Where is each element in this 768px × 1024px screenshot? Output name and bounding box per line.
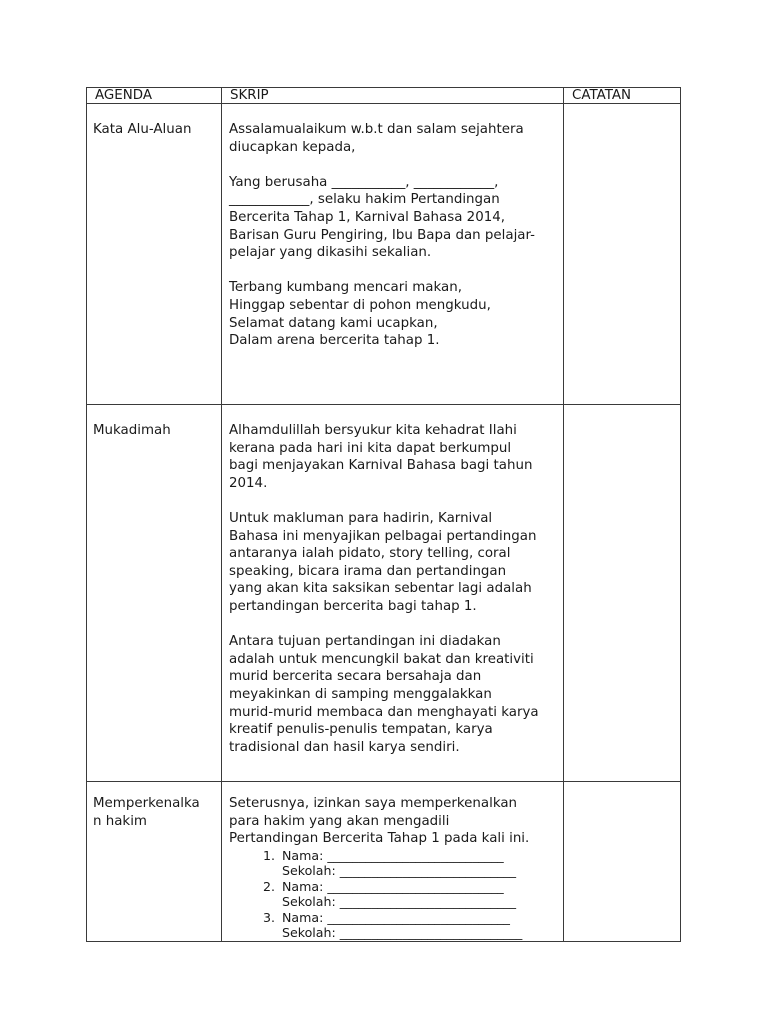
list-item: Sekolah: _____________________________: [282, 925, 523, 941]
paragraph: Alhamdulillah bersyukur kita kehadrat Ilahi kerana pada hari ini kita dapat berkumpul bagi menjayakan Karnival Bahasa bagi tahun 2014.: [229, 423, 533, 491]
agenda-cell: Mukadimah: [87, 405, 222, 782]
header-skrip: SKRIP: [222, 88, 564, 104]
list-item: 1. Nama: ____________________________: [262, 847, 504, 863]
agenda-cell: Kata Alu-Aluan: [87, 104, 222, 405]
catatan-cell: [564, 782, 681, 942]
pantun: Terbang kumbang mencari makan, Hinggap sebentar di pohon mengkudu, Selamat datang kami ucapkan, Dalam arena bercerita tahap 1.: [229, 280, 491, 349]
agenda-table: [86, 87, 681, 942]
catatan-cell: [564, 405, 681, 782]
skrip-cell: [222, 405, 564, 782]
skrip-cell: [222, 782, 564, 942]
skrip-cell: [222, 104, 564, 405]
paragraph: Assalamualaikum w.b.t dan salam sejahtera diucapkan kepada,: [229, 122, 524, 155]
table-row: [87, 104, 681, 405]
agenda-cell: Memperkenalka n hakim: [87, 782, 222, 942]
list-item: Sekolah: ____________________________: [282, 863, 517, 879]
header-catatan: CATATAN: [564, 88, 681, 104]
list-item: 2. Nama: ____________________________: [262, 878, 504, 894]
paragraph: Yang berusaha ___________, ____________, ____________, selaku hakim Pertandingan Bercerita Tahap 1, Karnival Bahasa 2014, Barisan Guru Pengiring, Ibu Bapa dan pelajar- pelajar yang dikasihi sekalian.: [229, 174, 535, 261]
paragraph: Antara tujuan pertandingan ini diadakan adalah untuk mencungkil bakat dan kreativiti murid bercerita secara bersahaja dan meyakinkan di samping menggalakkan murid-murid membaca dan menghayati karya kreatif penulis-penulis tempatan, karya tradisional dan hasil karya sendiri.: [229, 634, 539, 755]
header-row: [87, 88, 681, 104]
list-item: 3. Nama: _____________________________: [262, 909, 510, 925]
paragraph: Seterusnya, izinkan saya memperkenalkan para hakim yang akan mengadili Pertandingan Bercerita Tahap 1 pada kali ini.: [229, 796, 530, 847]
judge-list: [229, 848, 557, 941]
table-row: [87, 405, 681, 782]
paragraph: Untuk makluman para hadirin, Karnival Bahasa ini menyajikan pelbagai pertandingan antaranya ialah pidato, story telling, coral speaking, bicara irama dan pertandingan yang akan kita saksikan sebentar lagi adalah pertandingan bercerita bagi tahap 1.: [229, 510, 537, 614]
list-item: Sekolah: ____________________________: [282, 894, 517, 910]
catatan-cell: [564, 104, 681, 405]
table-row: [87, 782, 681, 942]
header-agenda: AGENDA: [87, 88, 222, 104]
